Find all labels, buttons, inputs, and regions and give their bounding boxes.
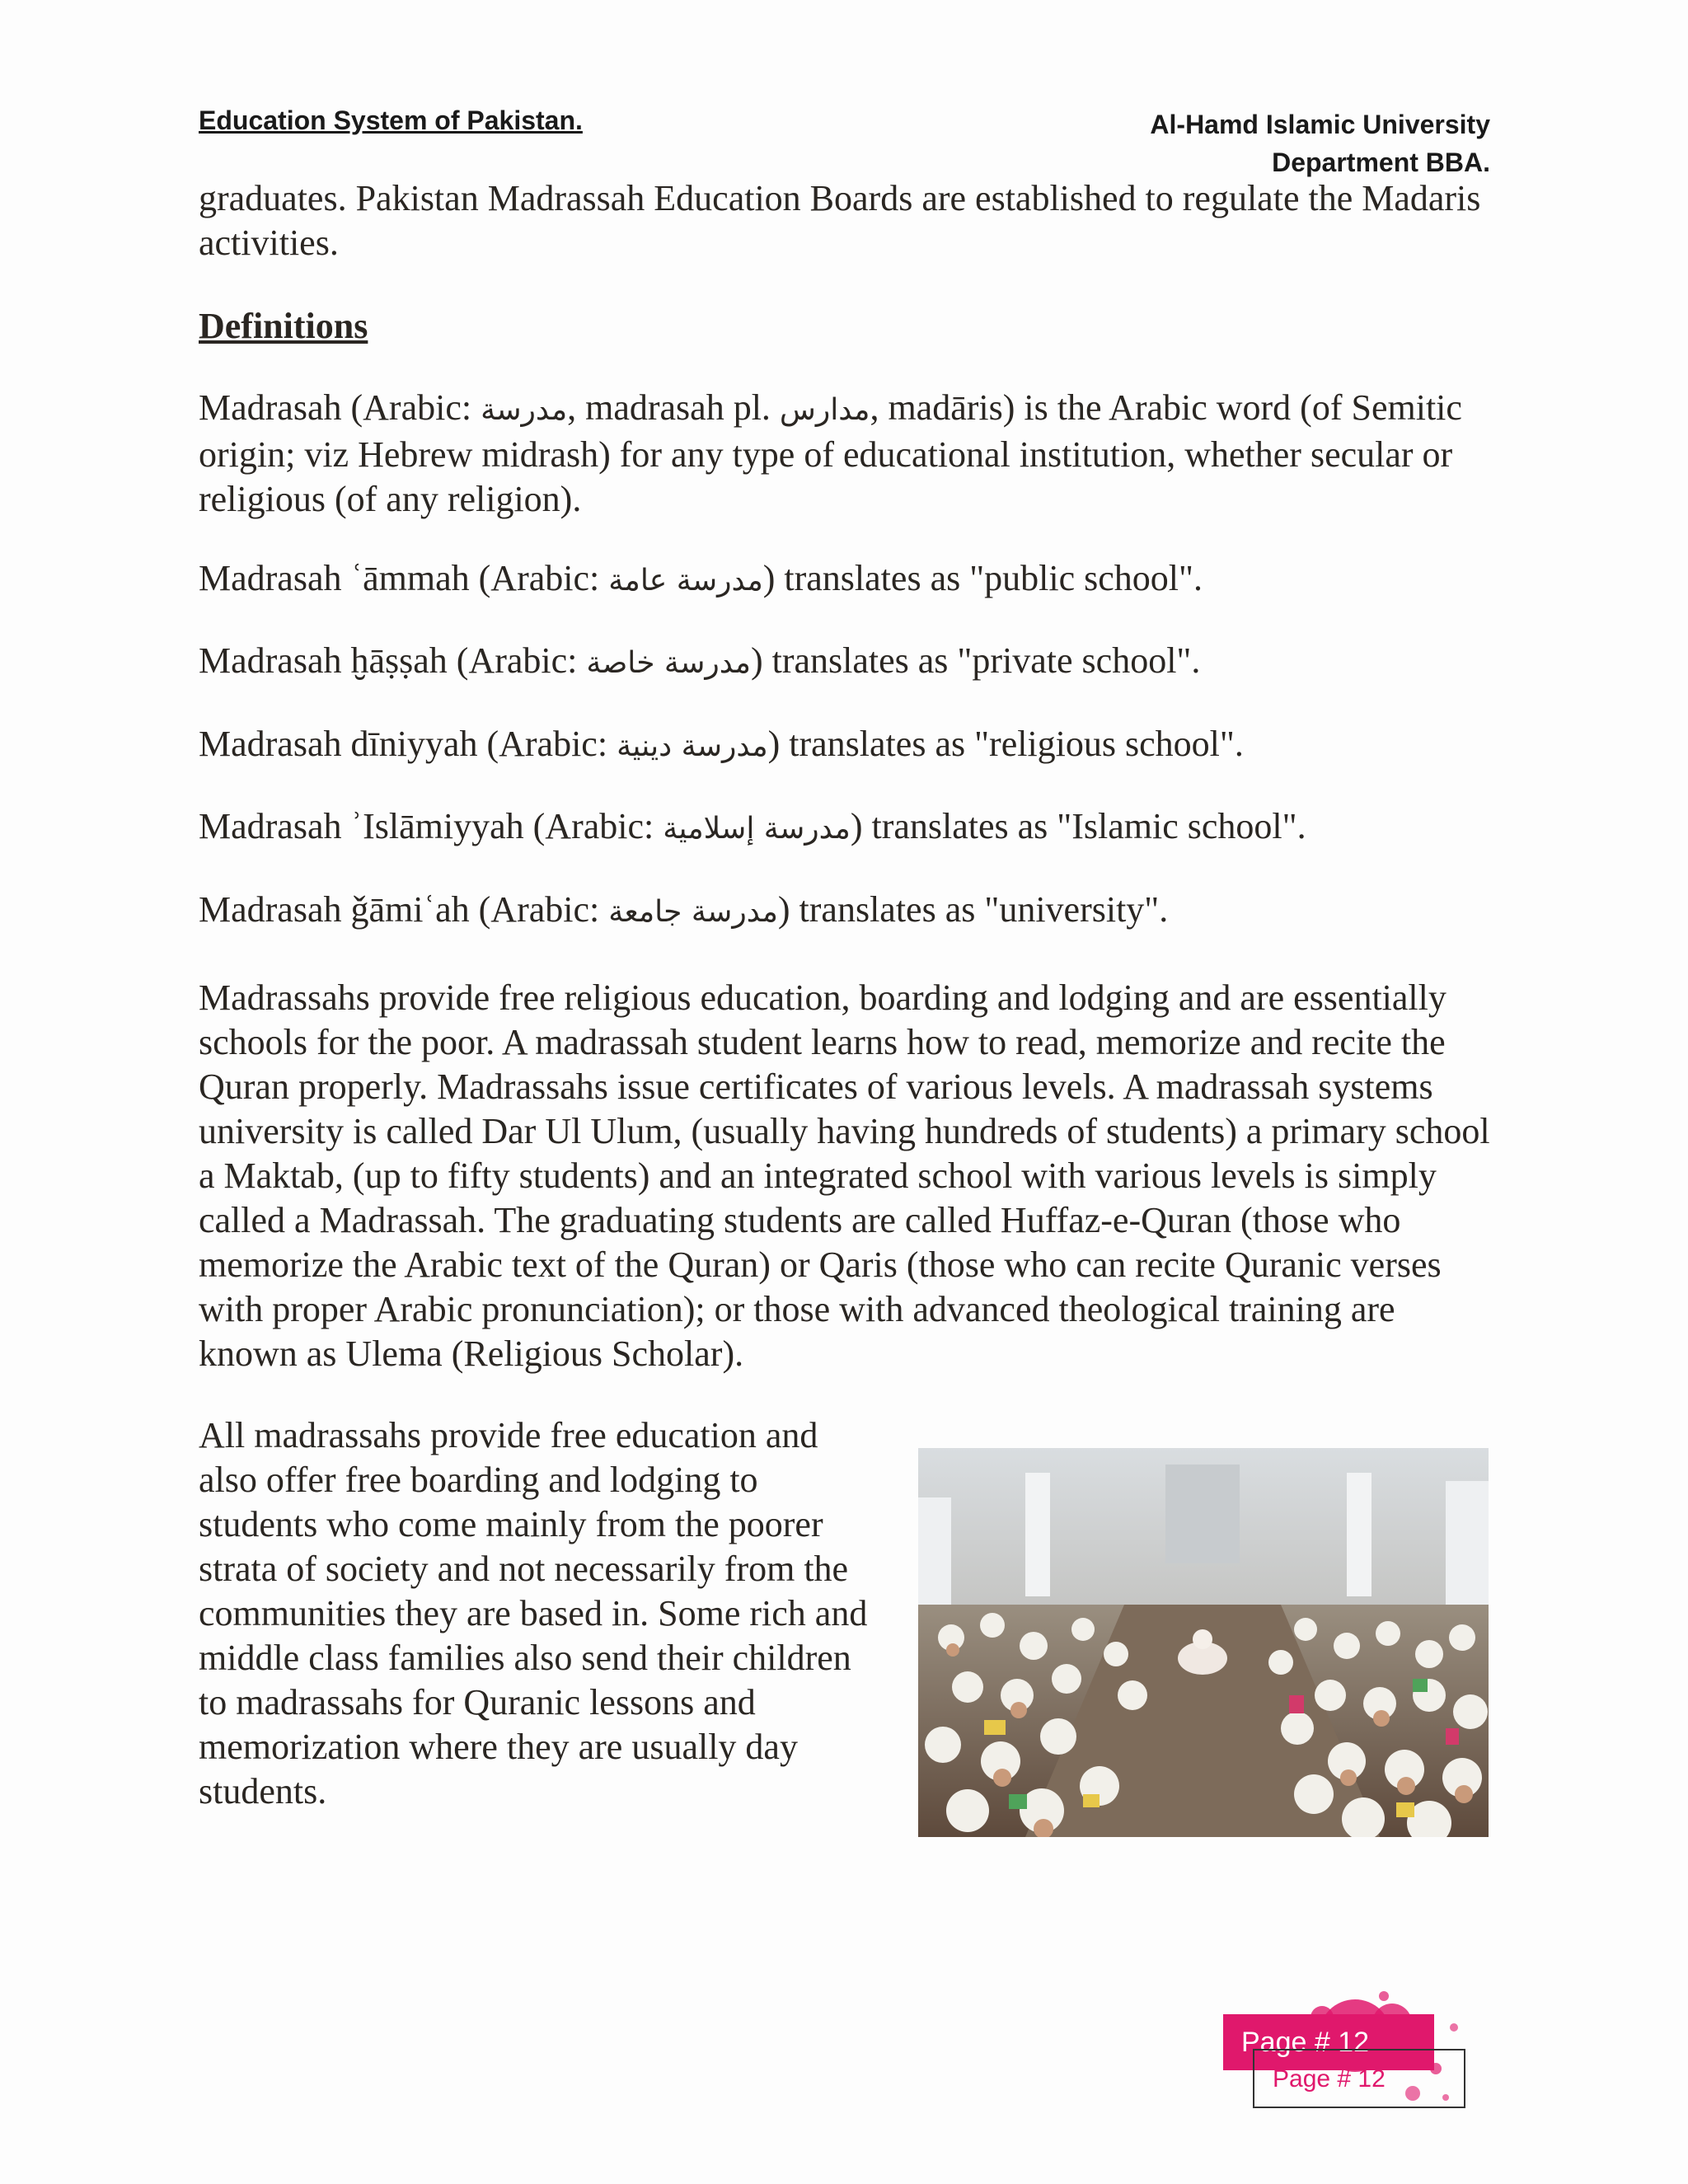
arabic-term: مدرسة إسلامية: [663, 812, 851, 846]
madrassah-students-photo: [918, 1448, 1489, 1837]
photo-illustration: [918, 1448, 1489, 1837]
definition-text: Madrasah dīniyyah (Arabic:: [199, 724, 617, 764]
header-department: Department BBA.: [1272, 148, 1490, 177]
header-left-title: Education System of Pakistan.: [199, 105, 583, 135]
definition-madrasah: [199, 386, 1501, 522]
arabic-term: مدارس: [779, 393, 870, 427]
page-number-badge: Page # 12: [1223, 2014, 1434, 2070]
definition-text: Madrasah ǧāmiʿah (Arabic:: [199, 889, 609, 930]
free-education-paragraph: All madrassahs provide free education and also offer free boarding and lodging to students who come mainly from the poorer strata of society and not necessarily from the communities they are based in. Some rich and middle class families also send their children to madrassahs for Quranic lessons and memorization where they are usually day students.: [199, 1415, 868, 1811]
definition-text: ) translates as "private school".: [750, 640, 1201, 681]
definition-religious-school: [199, 722, 1501, 769]
definition-private-school: [199, 639, 1501, 686]
definition-text: Madrasah (Arabic:: [199, 387, 481, 428]
definition-university: [199, 888, 1501, 935]
definition-islamic-school: [199, 804, 1501, 851]
definition-text: ) translates as "religious school".: [767, 724, 1244, 764]
header-university: Al-Hamd Islamic University: [1150, 110, 1490, 139]
arabic-term: مدرسة جامعة: [608, 895, 778, 929]
arabic-term: مدرسة عامة: [608, 564, 763, 598]
madrassah-paragraph: Madrassahs provide free religious education, boarding and lodging and are essentially schools for the poor. A madrassah student learns how to read, memorize and recite the Quran properly. Madrassahs issue certificates of various levels. A madrassah systems university is called Dar Ul Ulum, (usually having hundreds of students) a primary school a Maktab, (up to fifty students) and an integrated school with various levels is simply called a Madrassah. The graduating students are called Huffaz-e-Quran (those who memorize the Arabic text of the Quran) or Qaris (those who can recite Quranic verses with proper Arabic pronunciation); or those with advanced theological training are known as Ulema (Religious Scholar).: [199, 977, 1490, 1374]
arabic-term: مدرسة: [481, 393, 568, 427]
definitions-heading: Definitions: [199, 306, 368, 346]
definition-public-school: [199, 556, 1501, 603]
definition-text: Madrasah ḫāṣṣah (Arabic:: [199, 640, 587, 681]
definition-text: Madrasah ʾIslāmiyyah (Arabic:: [199, 806, 663, 846]
arabic-term: مدرسة دينية: [617, 729, 768, 763]
definition-text: , madrasah pl.: [567, 387, 780, 428]
definition-text: ) translates as "public school".: [762, 558, 1203, 598]
definition-text: Madrasah ʿāmmah (Arabic:: [199, 558, 609, 598]
arabic-term: مدرسة خاصة: [586, 646, 751, 680]
intro-paragraph: graduates. Pakistan Madrassah Education Boards are established to regulate the Madaris activities.: [199, 178, 1481, 263]
page-number-box: [1253, 2049, 1465, 2108]
header-right: [1150, 105, 1490, 181]
page-number-box-label: Page # 12: [1273, 2065, 1386, 2093]
definition-text: , madāris) is the Arabic word (of Semitic origin; viz Hebrew midrash) for any type of educational institution, whether secular or religious (of any religion).: [199, 387, 1462, 519]
definition-text: ) translates as "Islamic school".: [850, 806, 1306, 846]
definition-text: ) translates as "university".: [777, 889, 1169, 930]
